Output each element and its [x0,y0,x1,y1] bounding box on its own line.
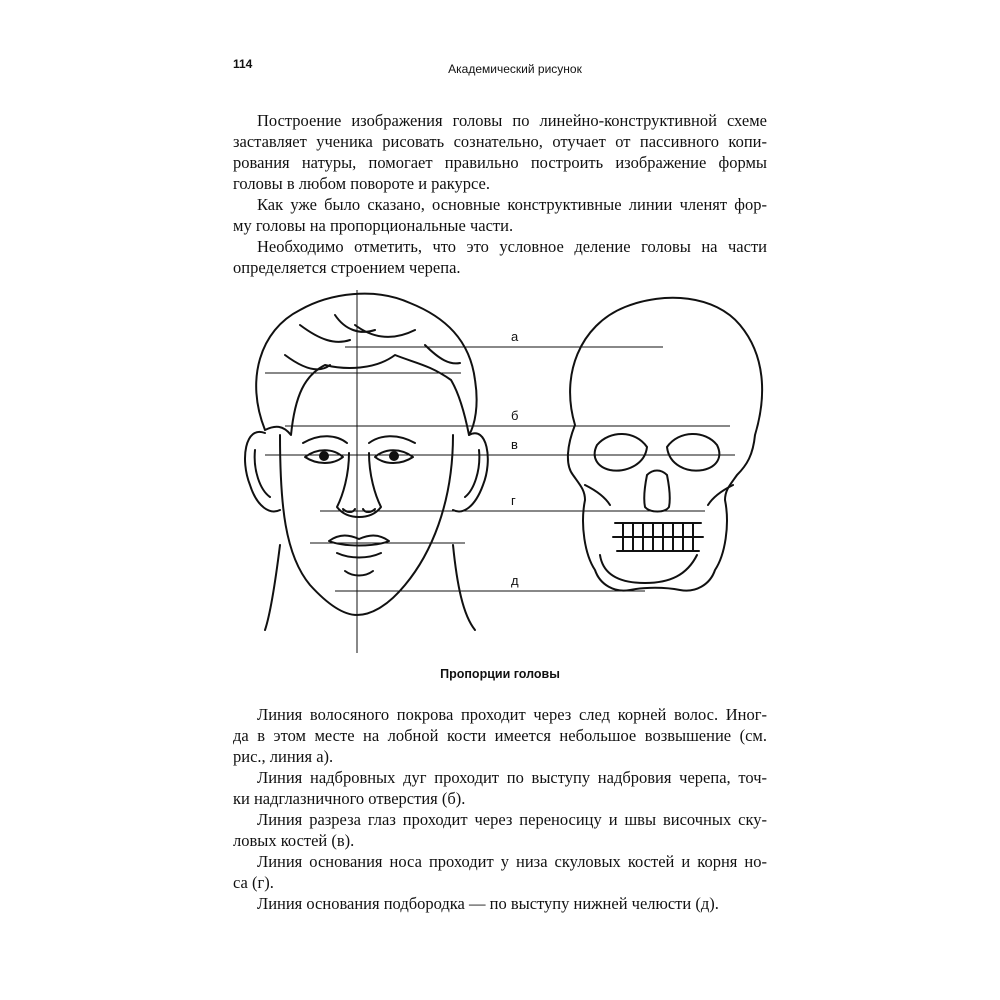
figure-caption: Пропорции головы [440,667,560,681]
guide-lines [265,290,735,653]
intro-paragraphs [233,110,767,278]
text-line: головы в любом повороте и ракурсе. [233,174,490,193]
running-title: Академический рисунок [448,62,582,76]
text-line: Построение изображения головы по линейно-конструктивной схеме [257,111,767,130]
text-line: Линия разреза глаз проходит через переносицу и швы височных ску- [257,810,767,829]
text-line: му головы на пропорциональные части. [233,216,514,235]
text-line: са (г). [233,873,274,892]
label-b: б [511,408,519,423]
text-line: заставляет ученика рисовать сознательно, отучает от пассивного копи- [233,132,767,151]
text-line: Линия надбровных дуг проходит по выступу надбровия черепа, точ- [257,768,767,787]
text-line: ловых костей (в). [233,831,355,850]
label-d: д [511,573,519,588]
label-g: г [511,493,516,508]
skull-drawing [568,298,762,591]
text-line: Необходимо отметить, что это условное деление головы на части [257,237,767,256]
label-v: в [511,437,518,452]
text-line: да в этом месте на лобной кости имеется небольшое возвышение (см. [233,726,767,745]
text-line: Линия основания носа проходит у низа скуловых костей и корня но- [257,852,767,871]
text-line: определяется строением черепа. [233,258,461,277]
head-proportions-figure [225,285,785,665]
text-line: рис., линия а). [233,747,334,766]
figure-drawing [225,285,785,665]
face-drawing [245,294,488,630]
definition-paragraphs [233,704,767,914]
text-line: Линия основания подбородка — по выступу нижней челюсти (д). [257,894,719,913]
label-a: а [511,329,519,344]
text-line: Линия волосяного покрова проходит через след корней волос. Иног- [257,705,767,724]
page-number: 114 [233,57,253,71]
text-line: Как уже было сказано, основные конструктивные линии членят фор- [257,195,767,214]
text-line: ки надглазничного отверстия (б). [233,789,466,808]
text-line: рования натуры, помогает правильно построить изображение формы [233,153,767,172]
